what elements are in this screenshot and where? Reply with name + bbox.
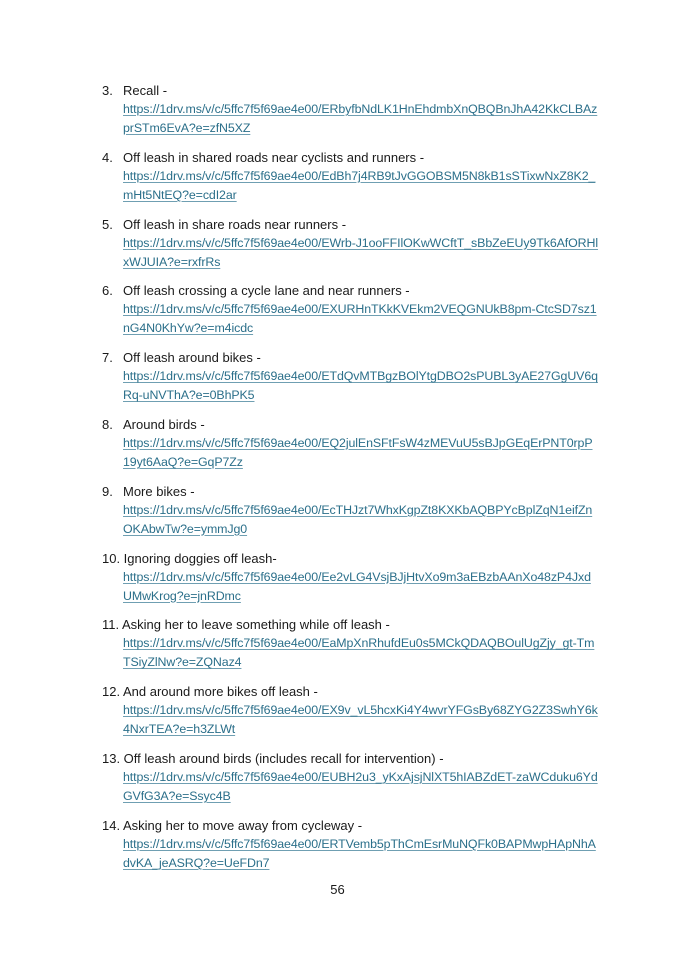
page-number: 56 (330, 882, 345, 897)
list-item-title: Off leash crossing a cycle lane and near runners - (123, 283, 410, 299)
list-item (102, 215, 602, 282)
list-item (102, 348, 602, 415)
list-item-title: 14. Asking her to move away from cycleway - (102, 817, 363, 833)
list-item-number: 4. (102, 149, 113, 165)
video-link[interactable]: https://1drv.ms/v/c/5ffc7f5f69ae4e00/EdBh7j4RB9tJvGGOBSM5N8kB1sSTixwNxZ8K2_mHt5NtEQ?e=cdI2ar (123, 168, 596, 202)
list-item (102, 549, 602, 616)
list-item-title: Off leash around bikes - (123, 350, 261, 366)
video-link[interactable]: https://1drv.ms/v/c/5ffc7f5f69ae4e00/EX9v_vL5hcxKi4Y4wvrYFGsBy68ZYG2Z3SwhY6k4NxrTEA?e=h3ZLWt (123, 703, 598, 737)
list-item (102, 81, 602, 148)
list-item (102, 816, 602, 883)
video-link[interactable]: https://1drv.ms/v/c/5ffc7f5f69ae4e00/ETdQvMTBgzBOlYtgDBO2sPUBL3yAE27GgUV6qRq-uNVThA?e=0BhPK5 (123, 369, 598, 403)
list-item (102, 615, 602, 682)
list-item (102, 281, 602, 348)
list-item-title: Around birds - (123, 416, 205, 432)
list-item-number: 8. (102, 416, 113, 432)
list-item-title: 13. Off leash around birds (includes recall for intervention) - (102, 750, 444, 766)
video-link-list (102, 81, 602, 883)
list-item-title: More bikes - (123, 483, 195, 499)
list-item (102, 482, 602, 549)
video-link[interactable]: https://1drv.ms/v/c/5ffc7f5f69ae4e00/EQ2julEnSFtFsW4zMEVuU5sBJpGEqErPNT0rpP19yt6AaQ?e=GqP7Zz (123, 435, 593, 469)
list-item-title: Recall - (123, 83, 168, 98)
list-item (102, 148, 602, 215)
list-item-title: 11. Asking her to leave something while off leash - (102, 617, 390, 633)
video-link[interactable]: https://1drv.ms/v/c/5ffc7f5f69ae4e00/EXURHnTKkKVEkm2VEQGNUkB8pm-CtcSD7sz1nG4N0KhYw?e=m4icdc (123, 302, 597, 336)
video-link[interactable]: https://1drv.ms/v/c/5ffc7f5f69ae4e00/EaMpXnRhufdEu0s5MCkQDAQBOulUgZjy_gt-TmTSiyZlNw?e=ZQNaz4 (123, 636, 595, 670)
list-item-number: 5. (102, 216, 113, 232)
video-link[interactable]: https://1drv.ms/v/c/5ffc7f5f69ae4e00/ERbyfbNdLK1HnEhdmbXnQBQBnJhA42KkCLBAzprSTm6EvA?e=zfN5XZ (123, 102, 598, 135)
video-link[interactable]: https://1drv.ms/v/c/5ffc7f5f69ae4e00/EWrb-J1ooFFIlOKwWCftT_sBbZeEUy9Tk6AfORHlxWJUIA?e=rxfrRs (123, 235, 599, 269)
list-item-number: 6. (102, 283, 113, 299)
list-item-number: 9. (102, 483, 113, 499)
list-item-title: 10. Ignoring doggies off leash- (102, 550, 277, 566)
list-item (102, 749, 602, 816)
video-link[interactable]: https://1drv.ms/v/c/5ffc7f5f69ae4e00/Ee2vLG4VsjBJjHtvXo9m3aEBzbAAnXo48zP4JxdUMwKrog?e=jnRDmc (123, 569, 591, 603)
video-link[interactable]: https://1drv.ms/v/c/5ffc7f5f69ae4e00/ERTVemb5pThCmEsrMuNQFk0BAPMwpHApNhAdvKA_jeASRQ?e=UeFDn7 (123, 836, 596, 870)
video-link[interactable]: https://1drv.ms/v/c/5ffc7f5f69ae4e00/EUBH2u3_yKxAjsjNlXT5hIABZdET-zaWCduku6YdGVfG3A?e=Ssyc4B (123, 769, 598, 803)
list-item-title: 12. And around more bikes off leash - (102, 684, 318, 700)
list-item-number: 7. (102, 350, 113, 366)
list-item-title: Off leash in shared roads near cyclists and runners - (123, 149, 425, 165)
list-item (102, 415, 602, 482)
list-item (102, 682, 602, 749)
list-item-title: Off leash in share roads near runners - (123, 216, 347, 232)
video-link[interactable]: https://1drv.ms/v/c/5ffc7f5f69ae4e00/EcTHJzt7WhxKgpZt8KXKbAQBPYcBplZqN1eifZnOKAbwTw?e=ymmJg0 (123, 502, 593, 536)
list-item-number: 3. (102, 83, 113, 98)
